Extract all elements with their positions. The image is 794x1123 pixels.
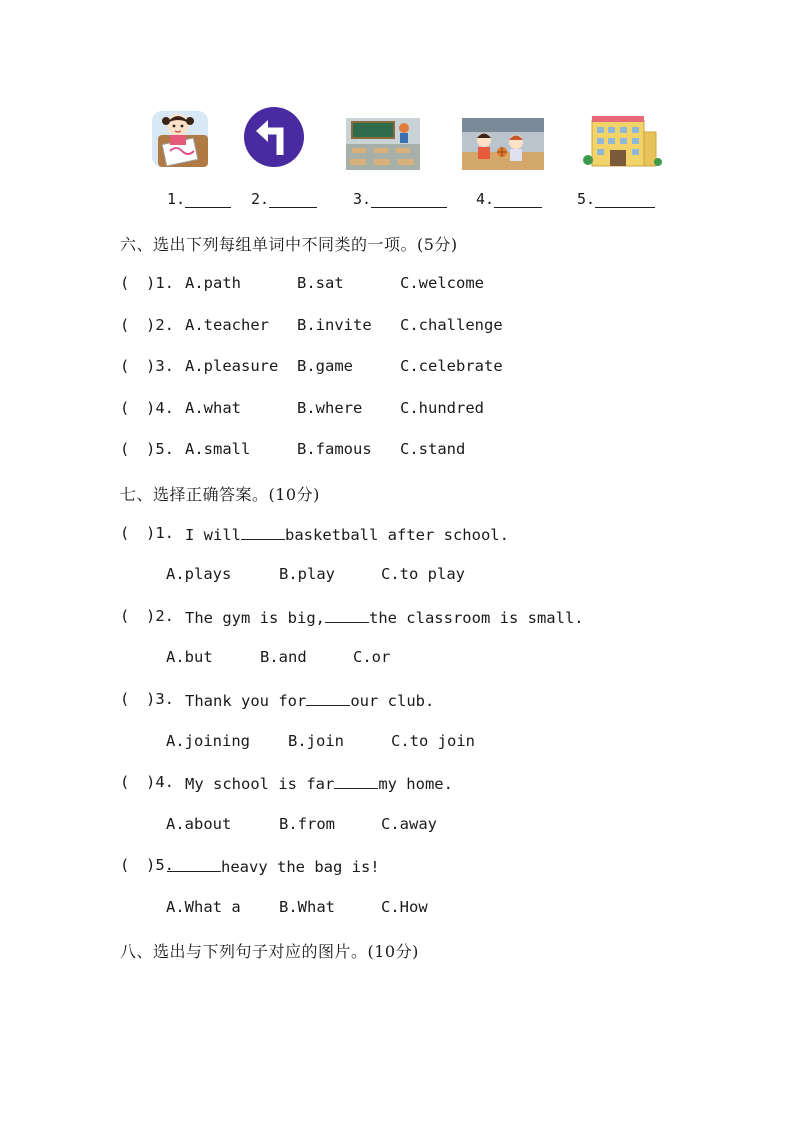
section7-options-5 <box>0 898 794 922</box>
section6-item-5 <box>0 440 794 464</box>
section7-question-1 <box>0 524 794 548</box>
picture-blank-1[interactable] <box>167 190 231 208</box>
question-text-before: Thank you for <box>185 692 307 710</box>
answer-paren[interactable]: ( <box>120 773 130 791</box>
option-b: B.game <box>297 357 353 375</box>
question-number: )3. <box>146 690 174 708</box>
option-a: A.about <box>166 815 232 833</box>
question-text-before: I will <box>185 526 241 544</box>
option-c: C.celebrate <box>400 357 503 375</box>
girl-drawing-picture <box>148 105 214 171</box>
answer-paren[interactable]: ( <box>120 440 130 458</box>
item-number: )3. <box>146 357 174 375</box>
fill-blank[interactable] <box>306 690 350 706</box>
school-building-picture <box>582 114 662 172</box>
option-c: C.or <box>353 648 391 666</box>
option-a: A.joining <box>166 732 250 750</box>
answer-paren[interactable]: ( <box>120 607 130 625</box>
section6-item-4 <box>0 399 794 423</box>
section7-question-3 <box>0 690 794 714</box>
question-text-after: basketball after school. <box>285 526 509 544</box>
option-a: A.teacher <box>185 316 269 334</box>
question-text-before: The gym is big, <box>185 609 325 627</box>
answer-paren[interactable]: ( <box>120 274 130 292</box>
option-c: C.welcome <box>400 274 484 292</box>
section7-options-2 <box>0 648 794 672</box>
option-b: B.where <box>297 399 363 417</box>
option-b: B.from <box>279 815 335 833</box>
item-number: )1. <box>146 274 174 292</box>
option-c: C.away <box>381 815 437 833</box>
question-text-before: My school is far <box>185 775 335 793</box>
picture-blank-5[interactable] <box>577 190 655 208</box>
answer-paren[interactable]: ( <box>120 856 130 874</box>
section8-heading: 八、选出与下列句子对应的图片。(10分) <box>120 942 419 961</box>
section7-options-4 <box>0 815 794 839</box>
option-b: B.sat <box>297 274 344 292</box>
section7-question-4 <box>0 773 794 797</box>
option-c: C.stand <box>400 440 466 458</box>
item-number: )5. <box>146 440 174 458</box>
question-text <box>185 607 584 627</box>
question-text-after: the classroom is small. <box>368 609 584 627</box>
section6-item-3 <box>0 357 794 381</box>
section7-options-3 <box>0 732 794 756</box>
blank-number: 1. <box>167 190 186 208</box>
option-a: A.but <box>166 648 213 666</box>
answer-paren[interactable]: ( <box>120 399 130 417</box>
section7-question-5 <box>0 856 794 880</box>
answer-paren[interactable]: ( <box>120 690 130 708</box>
picture-blank-3[interactable] <box>353 190 447 208</box>
option-b: B.and <box>260 648 307 666</box>
classroom-picture <box>346 118 420 170</box>
section6-heading: 六、选出下列每组单词中不同类的一项。(5分) <box>120 235 458 254</box>
option-c: C.How <box>381 898 428 916</box>
option-c: C.hundred <box>400 399 484 417</box>
question-text-after: our club. <box>350 692 435 710</box>
question-number: )5. <box>146 856 174 874</box>
option-a: A.plays <box>166 565 232 583</box>
answer-paren[interactable]: ( <box>120 524 130 542</box>
answer-paren[interactable]: ( <box>120 316 130 334</box>
fill-blank[interactable] <box>325 607 369 623</box>
question-number: )2. <box>146 607 174 625</box>
blank-number: 5. <box>577 190 596 208</box>
fill-blank[interactable] <box>334 773 378 789</box>
option-b: B.invite <box>297 316 372 334</box>
question-text <box>185 524 509 544</box>
option-c: C.challenge <box>400 316 503 334</box>
blank-number: 2. <box>251 190 270 208</box>
option-b: B.join <box>288 732 344 750</box>
question-number: )1. <box>146 524 174 542</box>
fill-blank[interactable] <box>167 856 221 872</box>
option-c: C.to join <box>391 732 475 750</box>
picture-blank-2[interactable] <box>251 190 317 208</box>
section6-item-2 <box>0 316 794 340</box>
fill-blank[interactable] <box>241 524 285 540</box>
turn-left-sign-icon <box>242 105 306 169</box>
picture-row <box>0 100 794 180</box>
option-c: C.to play <box>381 565 465 583</box>
item-number: )4. <box>146 399 174 417</box>
section6-item-1 <box>0 274 794 298</box>
item-number: )2. <box>146 316 174 334</box>
picture-answer-blanks <box>0 190 794 214</box>
option-b: B.What <box>279 898 335 916</box>
picture-blank-4[interactable] <box>476 190 542 208</box>
option-a: A.small <box>185 440 251 458</box>
section7-question-2 <box>0 607 794 631</box>
option-b: B.famous <box>297 440 372 458</box>
option-a: A.path <box>185 274 241 292</box>
question-text <box>167 856 380 876</box>
option-b: B.play <box>279 565 335 583</box>
question-text <box>185 773 453 793</box>
option-a: A.pleasure <box>185 357 279 375</box>
section7-heading: 七、选择正确答案。(10分) <box>120 485 320 504</box>
question-text <box>185 690 434 710</box>
answer-paren[interactable]: ( <box>120 357 130 375</box>
question-text-after: my home. <box>378 775 453 793</box>
blank-number: 3. <box>353 190 372 208</box>
blank-number: 4. <box>476 190 495 208</box>
question-number: )4. <box>146 773 174 791</box>
section7-options-1 <box>0 565 794 589</box>
option-a: A.What a <box>166 898 241 916</box>
question-text-after: heavy the bag is! <box>221 858 380 876</box>
option-a: A.what <box>185 399 241 417</box>
gym-basketball-picture <box>462 118 544 170</box>
